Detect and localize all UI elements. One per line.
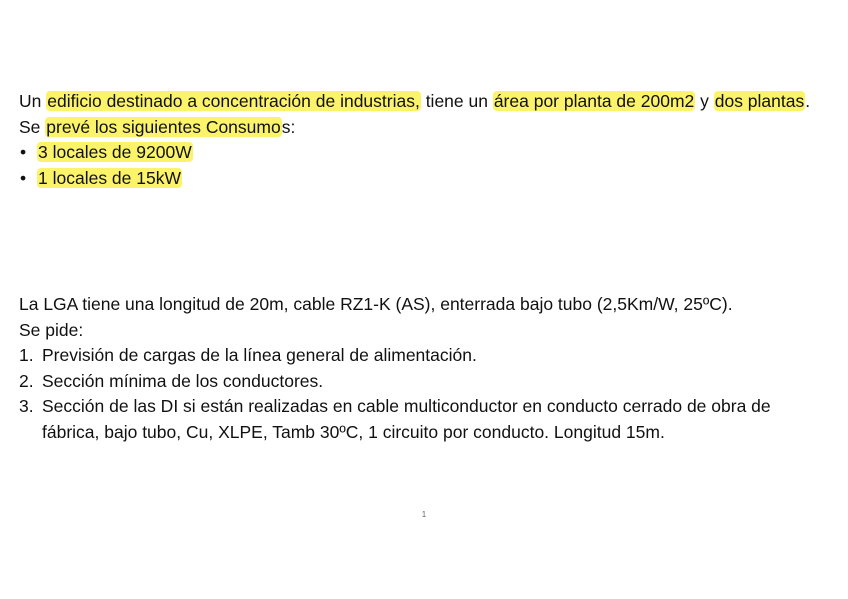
se-pide-label: Se pide: xyxy=(19,319,84,340)
requirements xyxy=(19,292,829,445)
list-item xyxy=(19,343,829,369)
page-number: 1 xyxy=(421,510,427,519)
tasks-list xyxy=(19,343,829,445)
consumos-line xyxy=(19,115,829,141)
list-item xyxy=(19,140,829,166)
intro-text-2: tiene un xyxy=(420,91,493,111)
task-number: 2. xyxy=(19,370,34,391)
problem-statement xyxy=(19,89,829,191)
list-item xyxy=(19,166,829,192)
highlight-floor-area: área por planta de 200m2 xyxy=(493,91,695,111)
list-item xyxy=(19,394,829,445)
bullet-text: 3 locales de 9200W xyxy=(38,142,192,162)
lga-line: La LGA tiene una longitud de 20m, cable RZ1-K (AS), enterrada bajo tubo (2,5Km/W, 25ºC). xyxy=(19,294,733,314)
consumos-text-2: s: xyxy=(281,116,296,137)
task-text: Sección mínima de los conductores. xyxy=(42,370,324,391)
bullet-text: 1 locales de 15kW xyxy=(38,167,181,188)
intro-text-3: y xyxy=(695,91,714,111)
highlight-floors: dos plantas xyxy=(714,91,805,111)
task-text: Previsión de cargas de la línea general de alimentación. xyxy=(42,345,477,365)
consumos-list xyxy=(19,140,829,191)
intro-text-4: . xyxy=(805,91,811,111)
intro-paragraph xyxy=(19,89,829,115)
task-number: 3. xyxy=(19,396,34,416)
intro-text-1: Un xyxy=(19,91,47,111)
task-text: Sección de las DI si están realizadas en cable multiconductor en conducto cerrado de obra de fábrica, bajo tubo, Cu, XLPE, Tamb 30ºC, 1 circuito por conducto. Longitud 15m. xyxy=(42,396,771,442)
consumos-text-1: Se xyxy=(19,116,46,137)
list-item xyxy=(19,369,829,395)
highlight-consumos: prevé los siguientes Consumo xyxy=(46,116,281,137)
task-number: 1. xyxy=(19,345,34,365)
highlight-building-use: edificio destinado a concentración de industrias, xyxy=(47,91,420,111)
